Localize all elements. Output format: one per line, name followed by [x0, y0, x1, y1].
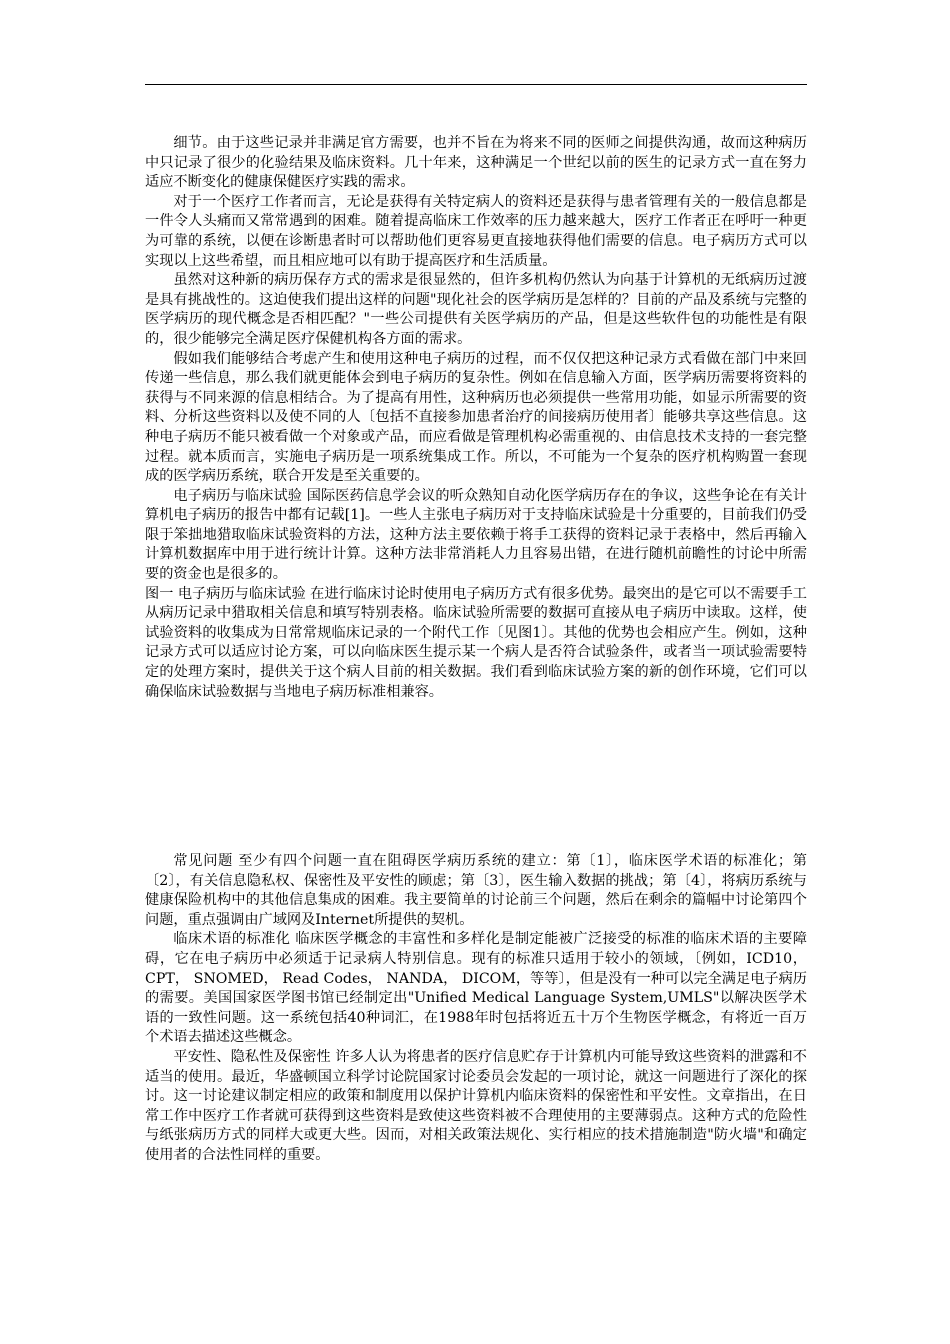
paragraph: 虽然对这种新的病历保存方式的需求是很显然的，但许多机构仍然认为向基于计算机的无纸病历过渡是具有挑战性的。这迫使我们提出这样的问题"现化社会的医学病历是怎样的？目前的产品及系统与完整的医学病历的现代概念是否相匹配？"一些公司提供有关医学病历的产品，但是这些软件包的功能性是有限的，很少能够完全满足医疗保健机构各方面的需求。: [145, 272, 807, 347]
paragraph: 临床术语的标准化 临床医学概念的丰富性和多样化是制定能被广泛接受的标准的临床术语的主要障碍，它在电子病历中必须适于记录病人特别信息。现有的标准只适用于较小的领域，〔例如，ICD10， CPT， SNOMED， Read Codes， NANDA， DICOM，等等〕，但是没有一种可以完全满足电子病历的需要。美国国家医学图书馆已经制定出"Unified Medical Language System,UMLS"以解决医学术语的一致性问题。这一系统包括40种词汇，在1988年时包括将近五十万个生物医学概念，有将近一百万个术语去描述这些概念。: [145, 931, 807, 1046]
header-rule: [145, 84, 807, 85]
paragraph: 平安性、隐私性及保密性 许多人认为将患者的医疗信息贮存于计算机内可能导致这些资料的泄露和不适当的使用。最近，华盛顿国立科学讨论院国家讨论委员会发起的一项讨论，就这一问题进行了深化的探讨。这一讨论建议制定相应的政策和制度用以保护计算机内临床资料的保密性和平安性。文章指出，在日常工作中医疗工作者就可获得到这些资料是致使这些资料被不合理使用的主要薄弱点。这种方式的危险性与纸张病历方式的同样大或更大些。因而，对相关政策法规化、实行相应的技术措施制造"防火墙"和确定使用者的合法性同样的重要。: [145, 1048, 807, 1163]
paragraph: 常见问题 至少有四个问题一直在阻碍医学病历系统的建立：第〔1〕，临床医学术语的标准化；第〔2〕，有关信息隐私权、保密性及平安性的顾虑；第〔3〕，医生输入数据的挑战；第〔4〕，将病历系统与健康保险机构中的其他信息集成的困难。我主要简单的讨论前三个问题，然后在剩余的篇幅中讨论第四个问题，重点强调由广域网及Internet所提供的契机。: [145, 853, 807, 928]
text-section-1: [145, 134, 807, 702]
paragraph: 电子病历与临床试验 国际医药信息学会议的听众熟知自动化医学病历存在的争议，这些争论在有关计算机电子病历的报告中都有记载[1]。一些人主张电子病历对于支持临床试验是十分重要的，目前我们仍受限于笨拙地猎取临床试验资料的方法，这种方法主要依赖于将手工获得的资料记录于表格中，然后再输入计算机数据库中用于进行统计计算。这种方法非常消耗人力且容易出错，在进行随机前瞻性的讨论中所需要的资金也是很多的。: [145, 487, 807, 583]
figure-caption-paragraph: 图一 电子病历与临床试验 在进行临床讨论时使用电子病历方式有很多优势。最突出的是它可以不需要手工从病历记录中猎取相关信息和填写特别表格。临床试验所需要的数据可直接从电子病历中读取。这样，使试验资料的收集成为日常常规临床记录的一个附代工作〔见图1〕。其他的优势也会相应产生。例如，这种记录方式可以适应讨论方案，可以向临床医生提示某一个病人是否符合试验条件，或者当一项试验需要特定的处理方案时，提供关于这个病人目前的相关数据。我们看到临床试验方案的新的创作环境，它们可以确保临床试验数据与当地电子病历标准相兼容。: [145, 585, 807, 700]
paragraph: 细节。由于这些记录并非满足官方需要，也并不旨在为将来不同的医师之间提供沟通，故而这种病历中只记录了很少的化验结果及临床资料。几十年来，这种满足一个世纪以前的医生的记录方式一直在努力适应不断变化的健康保健医疗实践的需求。: [145, 135, 807, 191]
paragraph: 假如我们能够结合考虑产生和使用这种电子病历的过程，而不仅仅把这种记录方式看做在部门中来回传递一些信息，那么我们就更能体会到电子病历的复杂性。例如在信息输入方面，医学病历需要将资料的获得与不同来源的信息相结合。为了提高有用性，这种病历也必须提供一些常用功能，如显示所需要的资料、分析这些资料以及使不同的人〔包括不直接参加患者治疗的间接病历使用者〕能够共享这些信息。这种电子病历不能只被看做一个对象或产品，而应看做是管理机构必需重视的、由信息技术支持的一套完整过程。就本质而言，实施电子病历是一项系统集成工作。所以，不可能为一个复杂的医疗机构购置一套现成的医学病历系统，联合开发是至关重要的。: [145, 350, 807, 485]
paragraph: 对于一个医疗工作者而言，无论是获得有关特定病人的资料还是获得与患者管理有关的一般信息都是一件令人头痛而又常常遇到的困难。随着提高临床工作效率的压力越来越大，医疗工作者正在呼吁一种更为可靠的系统，以便在诊断患者时可以帮助他们更容易更直接地获得他们需要的信息。电子病历方式可以实现以上这些希望，而且相应地可以有助于提高医疗和生活质量。: [145, 193, 807, 269]
text-section-2: [145, 852, 807, 1166]
